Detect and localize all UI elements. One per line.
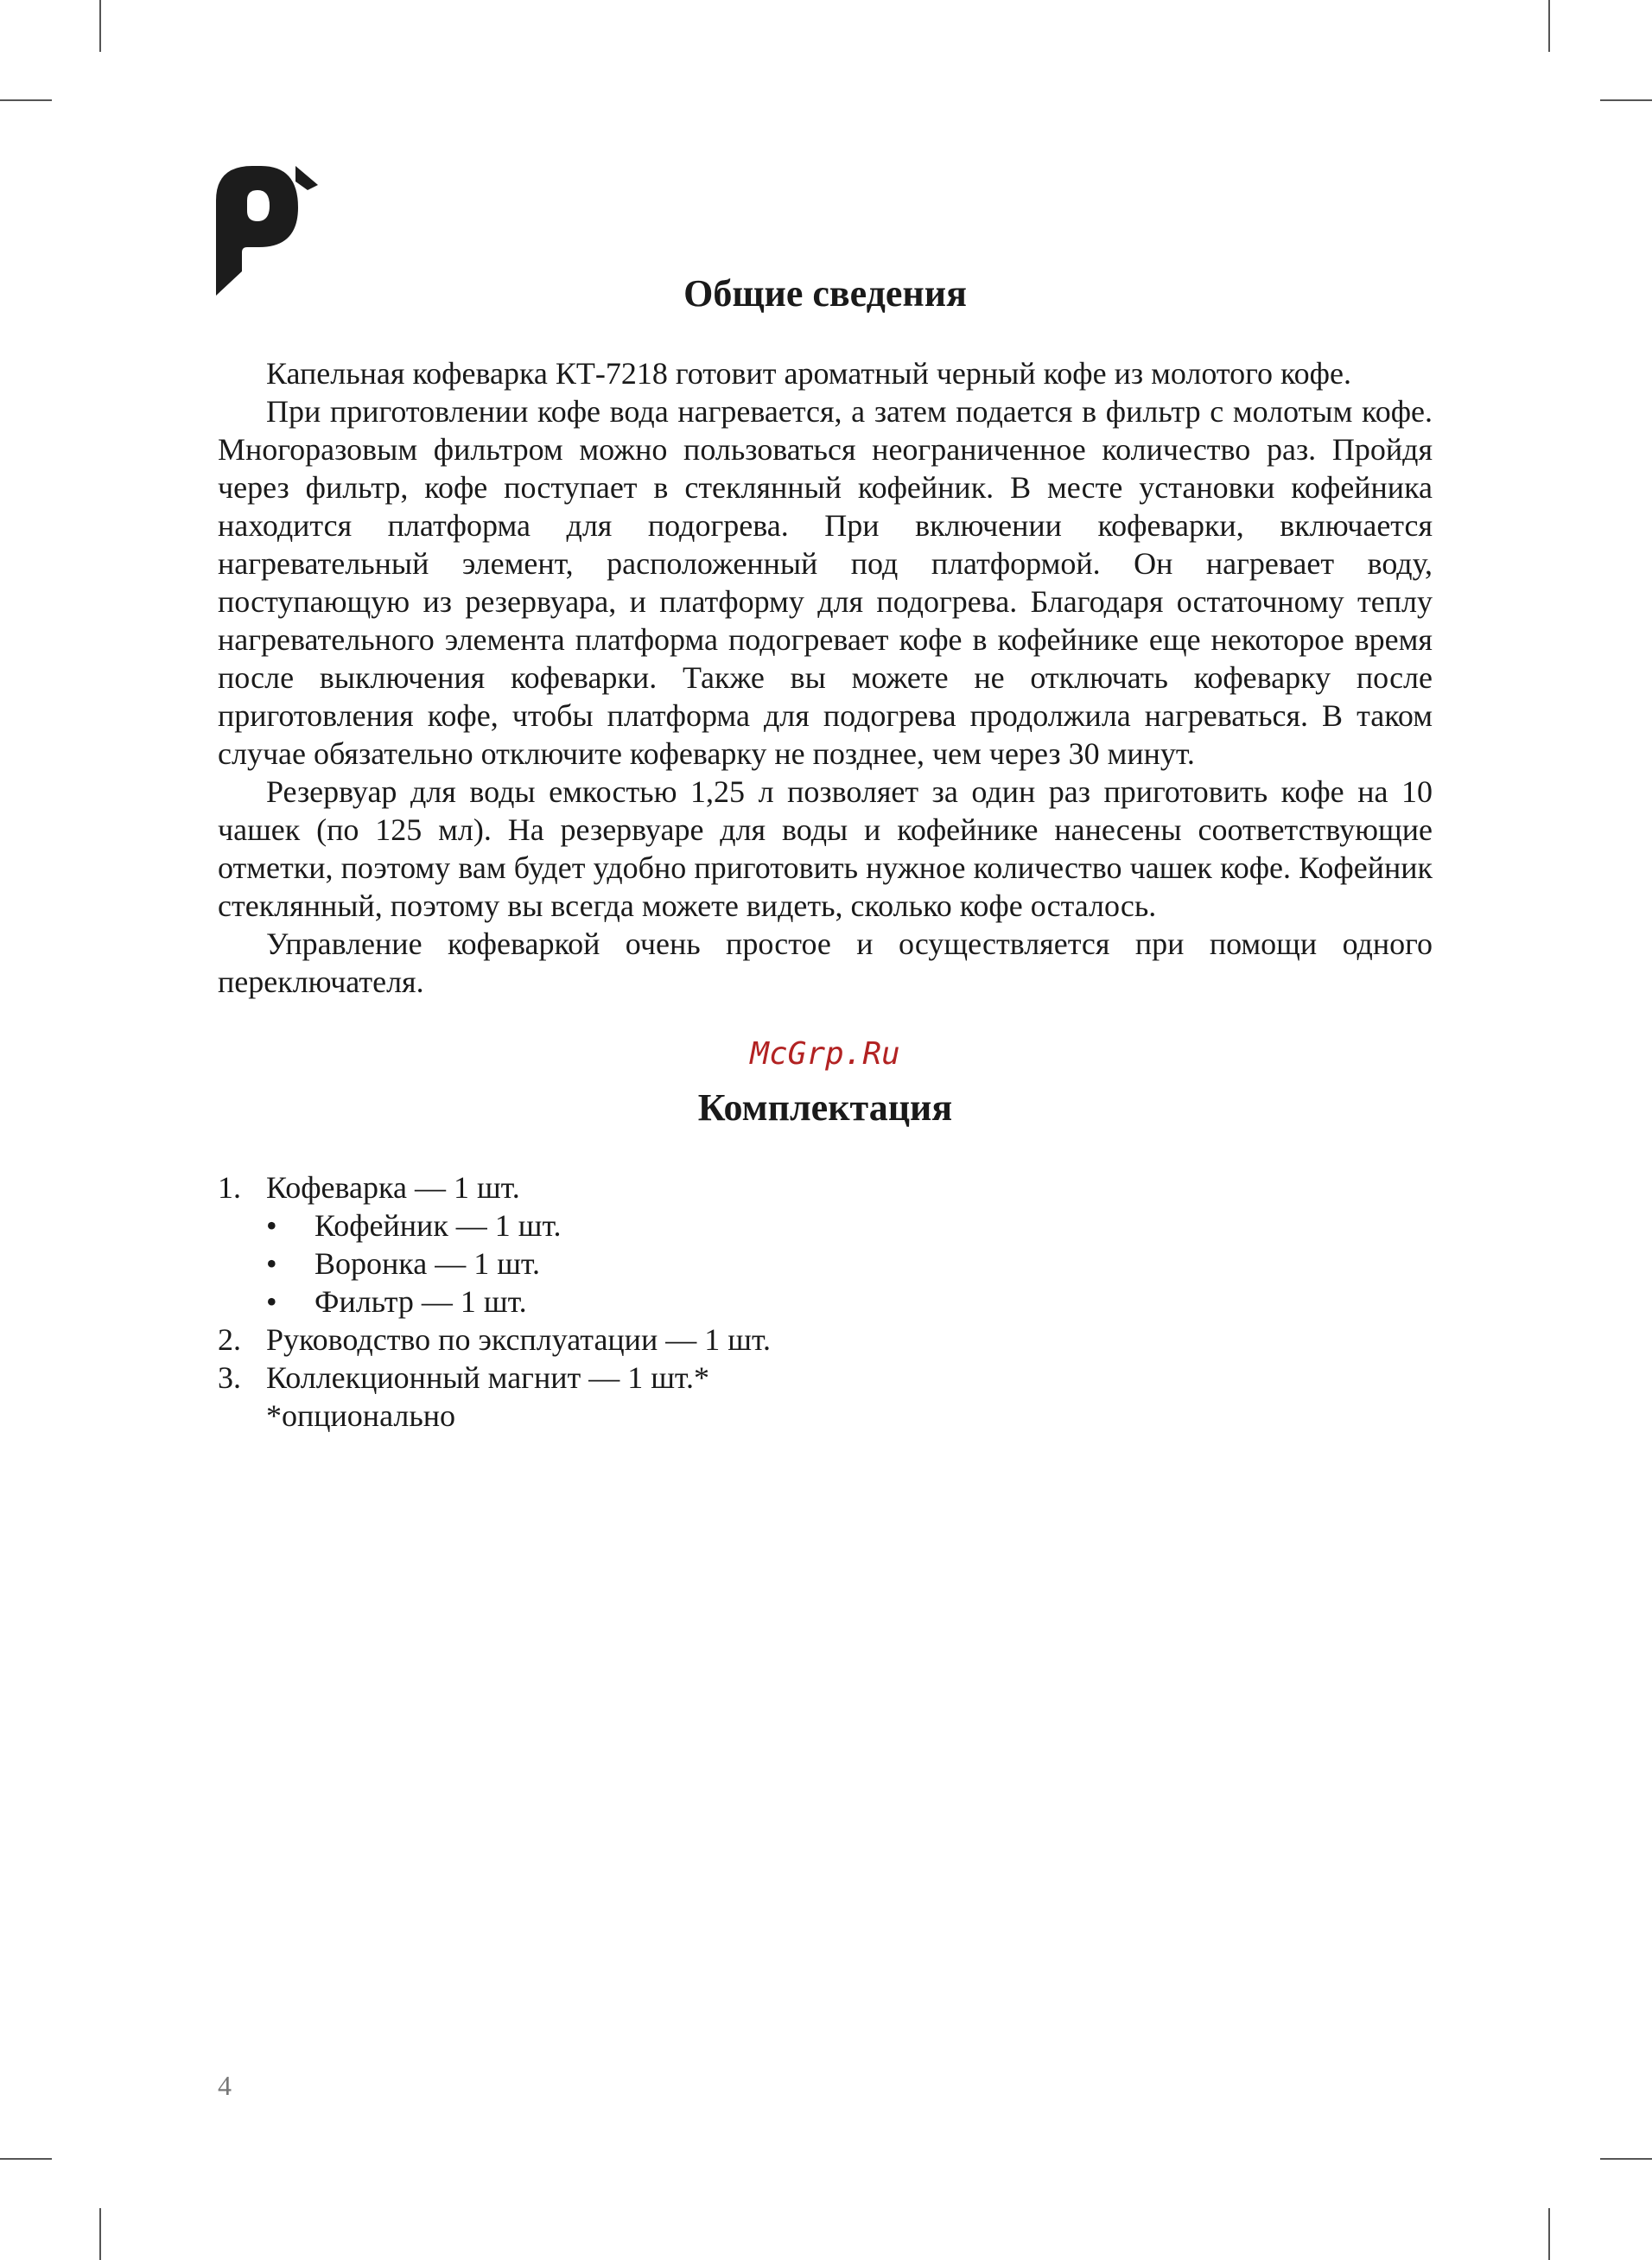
paragraph-2: При приготовлении кофе вода нагревается, а затем подается в фильтр с молотым кофе. Многоразовым фильтром можно пользоваться неограниченное количество раз. Пройдя через фильтр, кофе поступает в стеклянный кофейник. В месте установки кофейника находится платформа для подогрева. При включении кофеварки, включается нагревательный элемент, расположенный под платформой. Он нагревает воду, поступающую из резервуара, и платформу для подогрева. Благодаря остаточному теплу нагревательного элемента платформа подогревает кофе в кофейнике еще некоторое время после выключения кофеварки. Также вы можете не отключать кофеварку после приготовления кофе, чтобы платформа для подогрева продолжила нагреваться. В таком случае обязательно отключите кофеварку не позднее, чем через 30 минут.: [218, 394, 1433, 771]
list-item-label: Воронка — 1 шт.: [315, 1246, 540, 1281]
paragraph-1: Капельная кофеварка КТ-7218 готовит ароматный черный кофе из молотого кофе.: [266, 356, 1351, 391]
list-item: [218, 1359, 1433, 1397]
footnote: *опционально: [266, 1398, 456, 1433]
crop-mark-left-bottom: [0, 2158, 52, 2160]
paragraph-3: Резервуар для воды емкостью 1,25 л позволяет за один раз приготовить кофе на 10 чашек (по 125 мл). На резервуаре для воды и кофейнике нанесены соответствующие отметки, поэтому вам будет удобно приготовить нужное количество чашек кофе. Кофейник стеклянный, поэтому вы всегда можете видеть, сколько кофе осталось.: [218, 774, 1433, 923]
list-number: 3.: [218, 1360, 241, 1395]
crop-mark-right-top: [1600, 99, 1652, 101]
bullet-icon: •: [266, 1246, 277, 1281]
crop-mark-top-right: [1548, 0, 1550, 52]
bullet-icon: •: [266, 1208, 277, 1243]
crop-mark-top-left: [99, 0, 101, 52]
list-item-label: Кофейник — 1 шт.: [315, 1208, 562, 1243]
kit-list: [218, 1168, 1433, 1397]
list-number: 2.: [218, 1322, 241, 1357]
list-number: 1.: [218, 1170, 241, 1205]
list-item: [266, 1283, 1433, 1321]
crop-mark-bottom-right: [1548, 2208, 1550, 2260]
section-title-kit: Комплектация: [697, 1086, 953, 1129]
paragraph-4: Управление кофеваркой очень простое и осуществляется при помощи одного переключателя.: [218, 926, 1433, 999]
crop-mark-left-top: [0, 99, 52, 101]
bullet-icon: •: [266, 1284, 277, 1319]
list-item-label: Коллекционный магнит — 1 шт.*: [266, 1360, 709, 1395]
general-text: [218, 354, 1433, 1001]
crop-mark-bottom-left: [99, 2208, 101, 2260]
page-number: 4: [218, 2070, 232, 2101]
section-title-general: Общие сведения: [683, 272, 967, 315]
page-content: [218, 259, 1433, 1435]
kit-sublist: [266, 1206, 1433, 1321]
list-item: [218, 1321, 1433, 1359]
list-item: [218, 1168, 1433, 1321]
list-item: [266, 1206, 1433, 1245]
list-item-label: Руководство по эксплуатации — 1 шт.: [266, 1322, 771, 1357]
list-item: [266, 1245, 1433, 1283]
watermark-link[interactable]: McGrp.Ru: [750, 1036, 900, 1072]
list-item-label: Кофеварка — 1 шт.: [266, 1170, 520, 1205]
crop-mark-right-bottom: [1600, 2158, 1652, 2160]
list-item-label: Фильтр — 1 шт.: [315, 1284, 527, 1319]
